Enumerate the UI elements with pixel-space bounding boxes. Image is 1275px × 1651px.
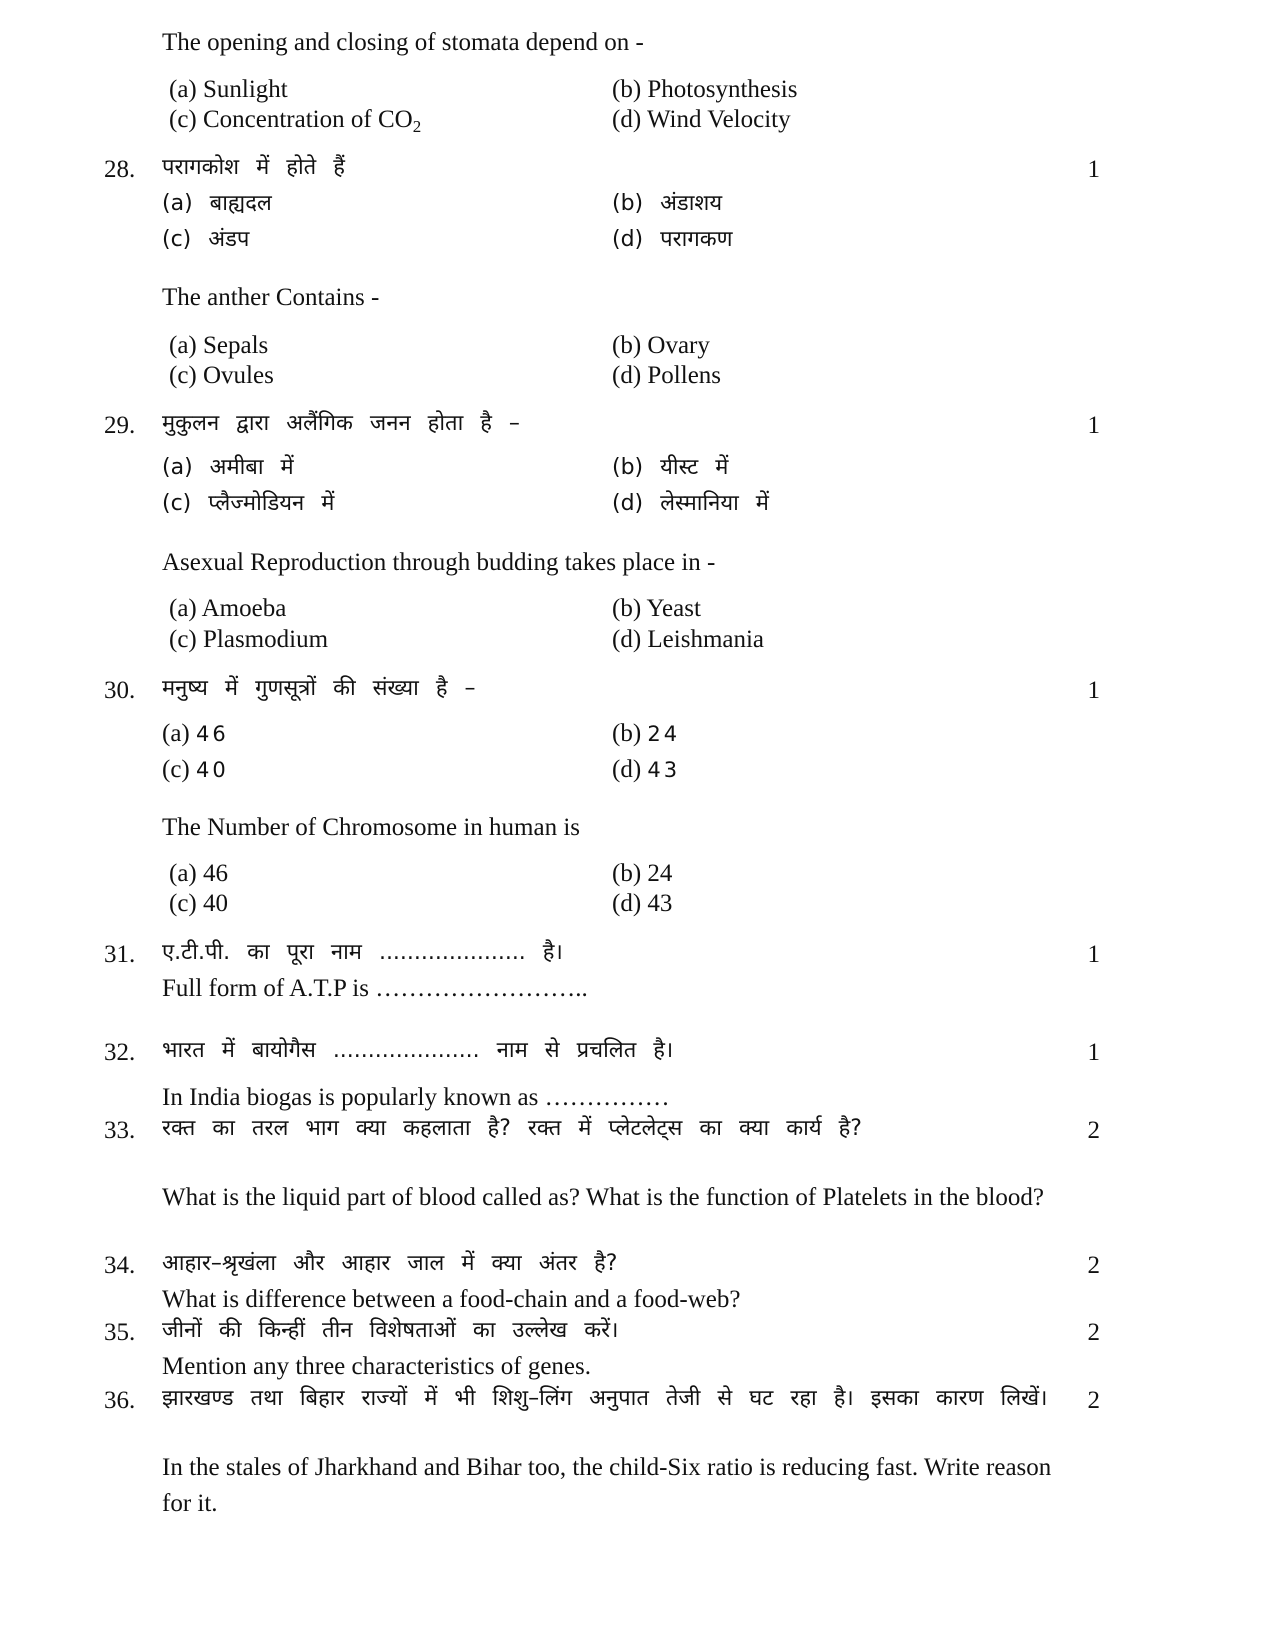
q36-english-stem: In the stales of Jharkhand and Bihar too, the child-Six ratio is reducing fast. Write reason for it.: [162, 1454, 1052, 1517]
q33-marks: 2: [1087, 1117, 1100, 1144]
q29-english-option-b: (b) Yeast: [612, 595, 701, 622]
q28-hindi-option-b: (b) अंडाशय: [612, 191, 723, 216]
q34-marks: 2: [1087, 1252, 1100, 1279]
q30-number: 30.: [104, 677, 136, 704]
q31-marks: 1: [1087, 941, 1100, 968]
q27-option-b: (b) Photosynthesis: [612, 76, 798, 103]
q29-hindi-option-c: (c) प्लैज्मोडियन में: [162, 491, 335, 516]
q32-hindi-stem: भारत में बायोगैस ..................... नाम से प्रचलित है।: [162, 1038, 674, 1063]
q35-marks: 2: [1087, 1319, 1100, 1346]
q29-marks: 1: [1087, 412, 1100, 439]
q28-hindi-option-a: (a) बाह्यदल: [162, 191, 272, 216]
q30-hindi-option-d: (d) 43: [612, 756, 681, 783]
q29-hindi-stem: मुकुलन द्वारा अलैंगिक जनन होता है –: [162, 411, 520, 436]
q27-option-c: (c) Concentration of $CO_2$: [169, 106, 422, 136]
q27-english-stem: The opening and closing of stomata depend on -: [162, 29, 644, 56]
q28-english-stem: The anther Contains -: [162, 284, 380, 311]
q31-hindi-stem: ए.टी.पी. का पूरा नाम ..................... है।: [162, 940, 563, 965]
q30-hindi-option-a: (a) 46: [162, 720, 229, 747]
q30-english-option-d: (d) 43: [612, 890, 673, 917]
q27-option-c-subscript: 2: [412, 117, 422, 136]
q33-hindi-stem: रक्त का तरल भाग क्या कहलाता है? रक्त में प्लेटलेट्स का क्या कार्य है?: [162, 1116, 862, 1141]
q29-english-option-a: (a) Amoeba: [169, 595, 287, 622]
q28-english-option-b: (b) Ovary: [612, 332, 710, 359]
q27-option-d: (d) Wind Velocity: [612, 106, 791, 133]
q35-number: 35.: [104, 1319, 136, 1346]
q33-english-stem: What is the liquid part of blood called as? What is the function of Platelets in the blood?: [162, 1184, 1044, 1211]
q29-hindi-option-b: (b) यीस्ट में: [612, 455, 729, 480]
q28-english-option-a: (a) Sepals: [169, 332, 269, 359]
q29-hindi-option-a: (a) अमीबा में: [162, 455, 294, 480]
q32-marks: 1: [1087, 1039, 1100, 1066]
q34-number: 34.: [104, 1252, 136, 1279]
q30-hindi-option-b: (b) 24: [612, 720, 681, 747]
q30-english-option-c: (c) 40: [169, 890, 228, 917]
q28-number: 28.: [104, 156, 136, 183]
q35-english-stem: Mention any three characteristics of genes.: [162, 1353, 591, 1380]
q27-option-a: (a) Sunlight: [169, 76, 288, 103]
q31-number: 31.: [104, 941, 136, 968]
q35-hindi-stem: जीनों की किन्हीं तीन विशेषताओं का उल्लेख करें।: [162, 1318, 619, 1343]
q28-hindi-option-d: (d) परागकण: [612, 227, 733, 252]
q36-hindi-stem: झारखण्ड तथा बिहार राज्यों में भी शिशु–लिंग अनुपात तेजी से घट रहा है। इसका कारण लिखें।: [162, 1386, 1048, 1411]
q28-hindi-stem: परागकोश में होते हैं: [162, 155, 345, 180]
q30-english-option-a: (a) 46: [169, 860, 228, 887]
q30-english-stem: The Number of Chromosome in human is: [162, 814, 580, 841]
q29-english-option-d: (d) Leishmania: [612, 626, 765, 653]
q32-number: 32.: [104, 1039, 136, 1066]
q28-hindi-option-c: (c) अंडप: [162, 227, 250, 252]
q36-marks: 2: [1087, 1387, 1100, 1414]
q29-english-stem: Asexual Reproduction through budding takes place in -: [162, 549, 716, 576]
q36-number: 36.: [104, 1387, 136, 1414]
q32-english-stem: In India biogas is popularly known as ……………: [162, 1084, 670, 1111]
q30-hindi-stem: मनुष्य में गुणसूत्रों की संख्या है –: [162, 676, 476, 701]
q29-english-option-c: (c) Plasmodium: [169, 626, 329, 653]
q28-english-option-c: (c) Ovules: [169, 362, 274, 389]
q30-english-option-b: (b) 24: [612, 860, 673, 887]
q30-hindi-option-c: (c) 40: [162, 756, 229, 783]
q28-english-option-d: (d) Pollens: [612, 362, 722, 389]
q30-marks: 1: [1087, 677, 1100, 704]
q34-hindi-stem: आहार–श्रृखंला और आहार जाल में क्या अंतर है?: [162, 1251, 618, 1276]
q29-number: 29.: [104, 412, 136, 439]
q28-marks: 1: [1087, 156, 1100, 183]
q33-number: 33.: [104, 1117, 136, 1144]
q31-english-stem: Full form of A.T.P is ……………………..: [162, 975, 588, 1002]
q34-english-stem: What is difference between a food-chain and a food-web?: [162, 1286, 741, 1313]
q29-hindi-option-d: (d) लेस्मानिया में: [612, 491, 769, 516]
